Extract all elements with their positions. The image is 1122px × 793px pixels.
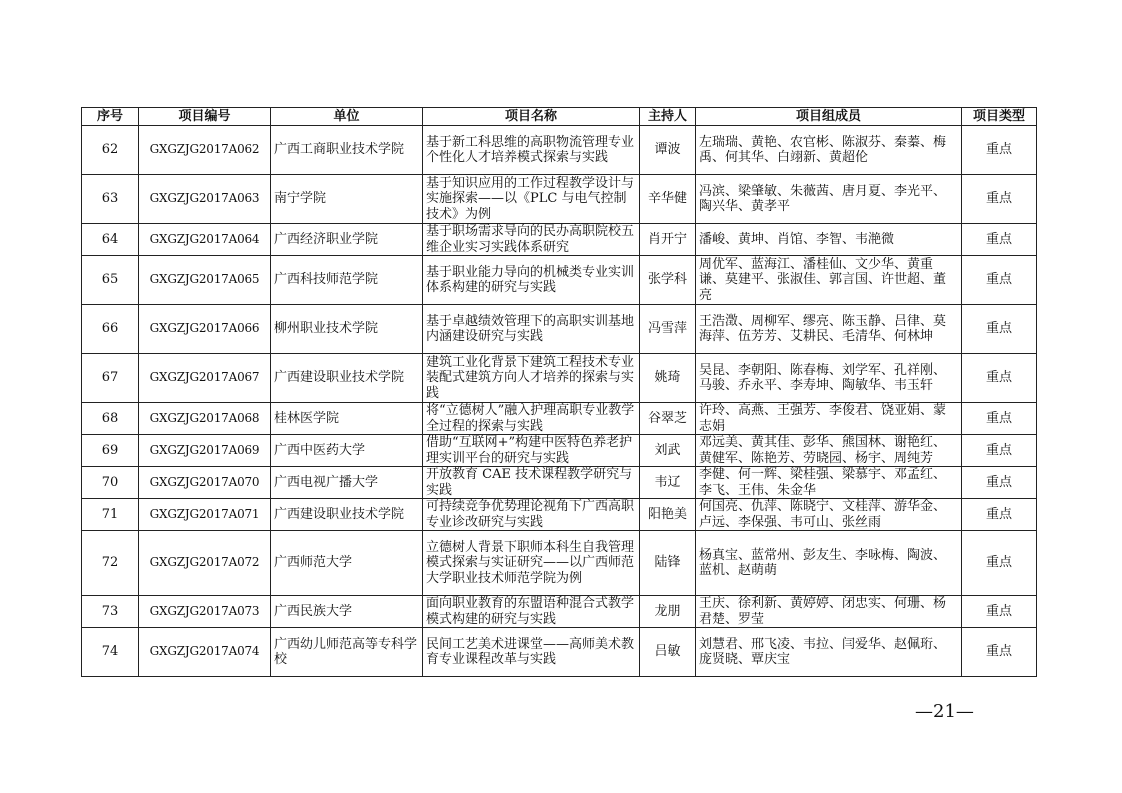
row-index: 71	[82, 499, 139, 531]
row-leader: 姚琦	[640, 354, 696, 403]
row-unit: 广西建设职业技术学院	[271, 354, 423, 403]
row-leader: 陆锋	[640, 531, 696, 596]
row-index: 65	[82, 256, 139, 305]
row-index: 72	[82, 531, 139, 596]
row-project-code: GXGZJG2017A070	[139, 467, 271, 499]
row-project-name: 基于职业能力导向的机械类专业实训体系构建的研究与实践	[423, 256, 640, 305]
row-leader: 阳艳美	[640, 499, 696, 531]
row-unit: 广西电视广播大学	[271, 467, 423, 499]
row-members: 杨真宝、蓝常州、彭友生、李咏梅、陶波、蓝机、赵萌萌	[696, 531, 962, 596]
row-unit: 广西工商职业技术学院	[271, 126, 423, 175]
row-project-type: 重点	[962, 403, 1037, 435]
row-unit: 广西科技师范学院	[271, 256, 423, 305]
row-project-type: 重点	[962, 467, 1037, 499]
row-leader: 龙朋	[640, 596, 696, 628]
row-index: 74	[82, 628, 139, 677]
table-header-row	[82, 108, 1037, 126]
row-project-name: 建筑工业化背景下建筑工程技术专业装配式建筑方向人才培养的探索与实践	[423, 354, 640, 403]
row-project-type: 重点	[962, 354, 1037, 403]
row-project-type: 重点	[962, 224, 1037, 256]
row-unit: 柳州职业技术学院	[271, 305, 423, 354]
row-index: 64	[82, 224, 139, 256]
row-project-name: 基于知识应用的工作过程教学设计与实施探索——以《PLC 与电气控制技术》为例	[423, 175, 640, 224]
row-members: 王浩澂、周柳军、缪亮、陈玉静、吕律、莫海萍、伍芳芳、艾耕民、毛清华、何林坤	[696, 305, 962, 354]
row-leader: 谭波	[640, 126, 696, 175]
row-index: 63	[82, 175, 139, 224]
table-row	[82, 628, 1037, 677]
table-row	[82, 354, 1037, 403]
row-unit: 广西师范大学	[271, 531, 423, 596]
row-members: 刘慧君、邢飞凌、韦拉、闫爱华、赵佩珩、庞贤晓、覃庆宝	[696, 628, 962, 677]
row-members: 潘峻、黄坤、肖馆、李智、韦滟微	[696, 224, 962, 256]
table-row	[82, 175, 1037, 224]
table-row	[82, 126, 1037, 175]
row-unit: 桂林医学院	[271, 403, 423, 435]
row-unit: 南宁学院	[271, 175, 423, 224]
row-project-name: 民间工艺美术进课堂——高师美术教育专业课程改革与实践	[423, 628, 640, 677]
header-index: 序号	[82, 108, 139, 126]
row-members: 左瑞瑞、黄艳、农官彬、陈淑芬、秦蓁、梅禹、何其华、白翊新、黄超伦	[696, 126, 962, 175]
row-leader: 冯雪萍	[640, 305, 696, 354]
row-project-type: 重点	[962, 596, 1037, 628]
row-leader: 刘武	[640, 435, 696, 467]
row-unit: 广西民族大学	[271, 596, 423, 628]
row-leader: 韦辽	[640, 467, 696, 499]
page-number: —21—	[915, 701, 974, 722]
row-index: 68	[82, 403, 139, 435]
row-project-name: 开放教育 CAE 技术课程教学研究与实践	[423, 467, 640, 499]
row-project-name: 可持续竞争优势理论视角下广西高职专业诊改研究与实践	[423, 499, 640, 531]
row-project-type: 重点	[962, 628, 1037, 677]
row-leader: 肖开宁	[640, 224, 696, 256]
row-leader: 谷翠芝	[640, 403, 696, 435]
row-project-name: 面向职业教育的东盟语种混合式教学模式构建的研究与实践	[423, 596, 640, 628]
header-members: 项目组成员	[696, 108, 962, 126]
row-project-code: GXGZJG2017A071	[139, 499, 271, 531]
row-project-code: GXGZJG2017A068	[139, 403, 271, 435]
row-project-type: 重点	[962, 256, 1037, 305]
row-project-name: 基于新工科思维的高职物流管理专业个性化人才培养模式探索与实践	[423, 126, 640, 175]
row-leader: 吕敏	[640, 628, 696, 677]
row-index: 66	[82, 305, 139, 354]
row-members: 周优军、蓝海江、潘桂仙、文少华、黄重谦、莫建平、张淑佳、郭言国、许世超、董亮	[696, 256, 962, 305]
table-row	[82, 499, 1037, 531]
row-project-code: GXGZJG2017A063	[139, 175, 271, 224]
row-project-type: 重点	[962, 531, 1037, 596]
row-leader: 辛华健	[640, 175, 696, 224]
row-unit: 广西幼儿师范高等专科学校	[271, 628, 423, 677]
row-members: 冯滨、梁肇敏、朱薇茜、唐月夏、李光平、陶兴华、黄孝平	[696, 175, 962, 224]
row-project-name: 借助“互联网+”构建中医特色养老护理实训平台的研究与实践	[423, 435, 640, 467]
row-index: 69	[82, 435, 139, 467]
row-project-name: 立德树人背景下职师本科生自我管理模式探索与实证研究——以广西师范大学职业技术师范学院为例	[423, 531, 640, 596]
table-row	[82, 467, 1037, 499]
row-project-type: 重点	[962, 435, 1037, 467]
row-project-name: 将“立德树人”融入护理高职专业教学全过程的探索与实践	[423, 403, 640, 435]
row-project-code: GXGZJG2017A073	[139, 596, 271, 628]
row-unit: 广西经济职业学院	[271, 224, 423, 256]
table-row	[82, 403, 1037, 435]
row-project-code: GXGZJG2017A069	[139, 435, 271, 467]
row-project-code: GXGZJG2017A072	[139, 531, 271, 596]
table-row	[82, 305, 1037, 354]
row-index: 70	[82, 467, 139, 499]
row-project-code: GXGZJG2017A074	[139, 628, 271, 677]
table-row	[82, 256, 1037, 305]
row-project-type: 重点	[962, 126, 1037, 175]
row-members: 吴昆、李朝阳、陈春梅、刘学军、孔祥刚、马骏、乔永平、李寿坤、陶敏华、韦玉轩	[696, 354, 962, 403]
row-members: 李健、何一辉、梁桂强、梁慕宇、邓孟红、李飞、王伟、朱金华	[696, 467, 962, 499]
row-project-type: 重点	[962, 305, 1037, 354]
header-project-type: 项目类型	[962, 108, 1037, 126]
row-index: 73	[82, 596, 139, 628]
row-project-name: 基于卓越绩效管理下的高职实训基地内涵建设研究与实践	[423, 305, 640, 354]
row-project-code: GXGZJG2017A065	[139, 256, 271, 305]
row-members: 王庆、徐利新、黄婷婷、闭忠实、何珊、杨君楚、罗莹	[696, 596, 962, 628]
header-unit: 单位	[271, 108, 423, 126]
table-row	[82, 435, 1037, 467]
header-leader: 主持人	[640, 108, 696, 126]
table-row	[82, 531, 1037, 596]
row-project-code: GXGZJG2017A066	[139, 305, 271, 354]
project-table	[81, 107, 1037, 677]
table-row	[82, 224, 1037, 256]
row-members: 邓远美、黄其佳、彭华、熊国林、谢艳红、黄健军、陈艳芳、劳晓园、杨宇、周纯芳	[696, 435, 962, 467]
row-index: 62	[82, 126, 139, 175]
row-project-code: GXGZJG2017A062	[139, 126, 271, 175]
row-leader: 张学科	[640, 256, 696, 305]
row-members: 何国亮、仇萍、陈晓宁、文桂萍、游华金、卢远、李保强、韦可山、张丝雨	[696, 499, 962, 531]
table-row	[82, 596, 1037, 628]
row-project-code: GXGZJG2017A067	[139, 354, 271, 403]
row-members: 许玲、高燕、王强芳、李俊君、饶亚娟、蒙志娟	[696, 403, 962, 435]
row-project-type: 重点	[962, 499, 1037, 531]
table-body	[82, 126, 1037, 677]
row-unit: 广西中医药大学	[271, 435, 423, 467]
row-index: 67	[82, 354, 139, 403]
row-project-code: GXGZJG2017A064	[139, 224, 271, 256]
header-project-name: 项目名称	[423, 108, 640, 126]
row-unit: 广西建设职业技术学院	[271, 499, 423, 531]
header-project-code: 项目编号	[139, 108, 271, 126]
row-project-type: 重点	[962, 175, 1037, 224]
row-project-name: 基于职场需求导向的民办高职院校五维企业实习实践体系研究	[423, 224, 640, 256]
